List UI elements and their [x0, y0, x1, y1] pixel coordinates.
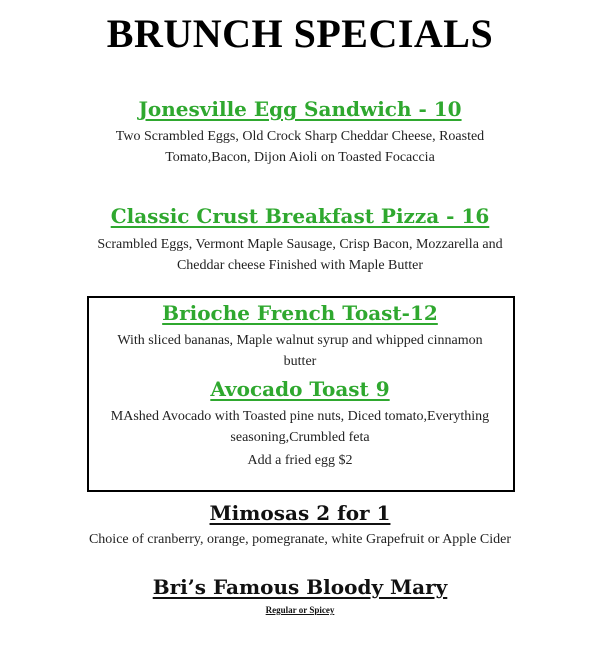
- drink-description-mimosas: Choice of cranberry, orange, pomegranate, white Grapefruit or Apple Cider: [88, 532, 512, 547]
- item-addon-avocado-toast: Add a fried egg $2: [247, 453, 353, 468]
- drink-title-bloody-mary: Bri’s Famous Bloody Mary: [152, 575, 448, 599]
- drink-note-bloody-mary: Regular or Spicey: [265, 605, 335, 615]
- item-description-french-toast: With sliced bananas, Maple walnut syrup and whipped cinnamon butter: [117, 333, 483, 369]
- item-title-egg-sandwich: Jonesville Egg Sandwich - 10: [138, 97, 462, 121]
- item-title-avocado-toast: Avocado Toast 9: [210, 377, 390, 401]
- item-description-avocado-toast: MAshed Avocado with Toasted pine nuts, Diced tomato,Everything seasoning,Crumbled feta: [110, 409, 490, 445]
- item-description-breakfast-pizza: Scrambled Eggs, Vermont Maple Sausage, Crisp Bacon, Mozzarella and Cheddar cheese Finished with Maple Butter: [97, 237, 503, 273]
- item-title-french-toast: Brioche French Toast-12: [162, 301, 438, 325]
- item-description-egg-sandwich: Two Scrambled Eggs, Old Crock Sharp Cheddar Cheese, Roasted Tomato,Bacon, Dijon Aioli on Toasted Focaccia: [115, 129, 485, 165]
- page-title: BRUNCH SPECIALS: [106, 11, 494, 56]
- item-title-breakfast-pizza: Classic Crust Breakfast Pizza - 16: [110, 204, 490, 228]
- drink-title-mimosas: Mimosas 2 for 1: [209, 501, 391, 525]
